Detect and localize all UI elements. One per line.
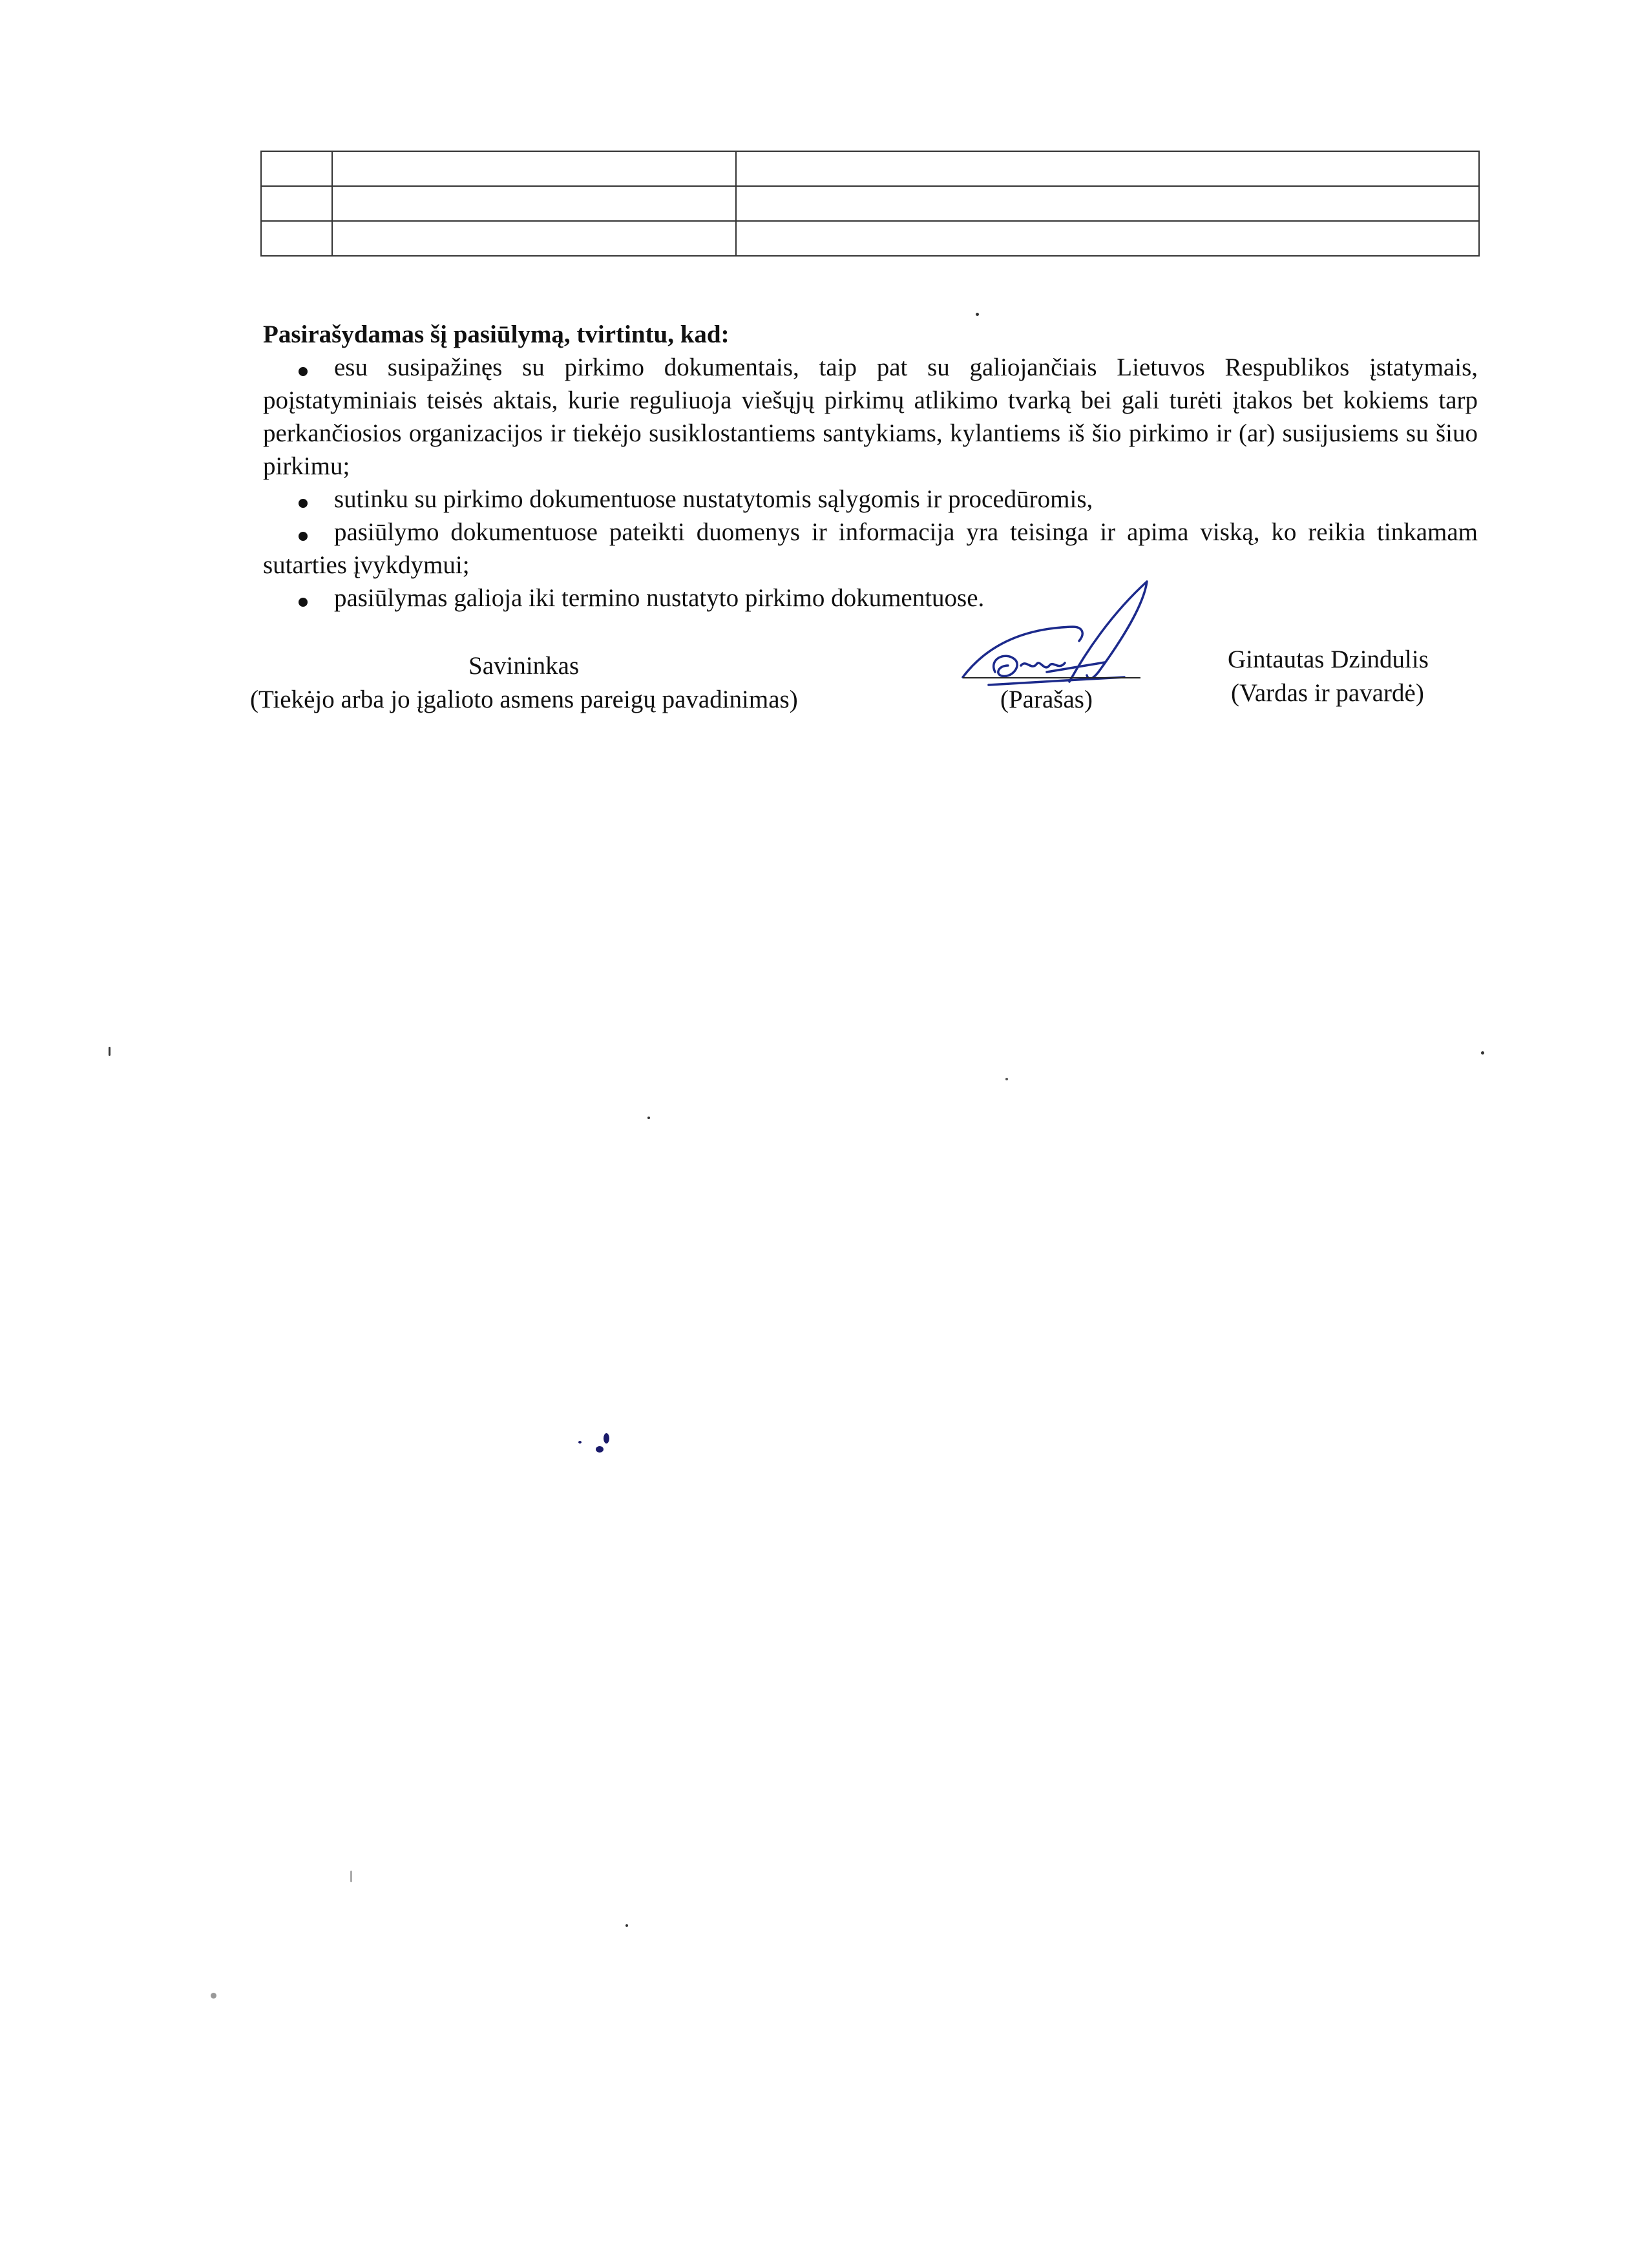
- table-cell: [261, 186, 332, 221]
- scan-speck: [1481, 1051, 1484, 1055]
- scan-speck: [350, 1871, 352, 1882]
- list-item: [263, 516, 1478, 582]
- table-row: [261, 186, 1479, 221]
- declaration-section: [263, 318, 1478, 614]
- statement-text: pasiūlymas galioja iki termino nustatyto pirkimo dokumentuose.: [334, 584, 985, 612]
- scan-speck: [211, 1993, 216, 1999]
- statement-text: pasiūlymo dokumentuose pateikti duomenys ir informacija yra teisinga ir apima viską, ko reikia tinkamam sutarties įvykdymui;: [263, 518, 1478, 579]
- statement-text: sutinku su pirkimo dokumentuose nustatytomis sąlygomis ir procedūromis,: [334, 485, 1093, 513]
- list-item: [263, 351, 1478, 483]
- scan-speck: [578, 1441, 582, 1444]
- scan-speck: [647, 1117, 650, 1119]
- table-cell: [261, 151, 332, 186]
- scan-speck: [596, 1446, 604, 1453]
- statement-text: esu susipažinęs su pirkimo dokumentais, taip pat su galiojančiais Lietuvos Respublikos įstatymais, poįstatyminiais teisės aktais, kurie reguliuoja viešųjų pirkimų atlikimo tvarką bei gali turėti įtakos bet kokiems tarp perkančiosios organizacijos ir tiekėjo susiklostantiems santykiams, kylantiems iš šio pirkimo ir (ar) susijusiems su šiuo pirkimu;: [263, 353, 1478, 480]
- table-cell: [261, 221, 332, 256]
- table-cell: [332, 221, 736, 256]
- scan-speck: [604, 1433, 609, 1444]
- table-cell: [736, 186, 1479, 221]
- list-item: [263, 582, 1478, 614]
- statement-list: [263, 351, 1478, 614]
- handwritten-signature: [950, 569, 1182, 698]
- empty-table: [260, 151, 1480, 257]
- table-cell: [332, 151, 736, 186]
- table-row: [261, 221, 1479, 256]
- table-cell: [736, 221, 1479, 256]
- table-row: [261, 151, 1479, 186]
- table-cell: [736, 151, 1479, 186]
- scan-speck: [625, 1924, 628, 1927]
- scan-speck: [976, 313, 979, 316]
- name-caption: (Vardas ir pavardė): [1231, 679, 1424, 707]
- signature-caption: (Parašas): [1000, 686, 1093, 713]
- scan-speck: [1005, 1078, 1008, 1080]
- table-cell: [332, 186, 736, 221]
- signature-line: [963, 677, 1140, 678]
- name-value: Gintautas Dzindulis: [1228, 646, 1429, 673]
- position-value: Savininkas: [468, 652, 580, 680]
- list-item: [263, 483, 1478, 516]
- declaration-heading: Pasirašydamas šį pasiūlymą, tvirtintu, kad:: [263, 320, 730, 348]
- scan-speck: [109, 1047, 110, 1056]
- position-caption: (Tiekėjo arba jo įgalioto asmens pareigų pavadinimas): [250, 686, 798, 713]
